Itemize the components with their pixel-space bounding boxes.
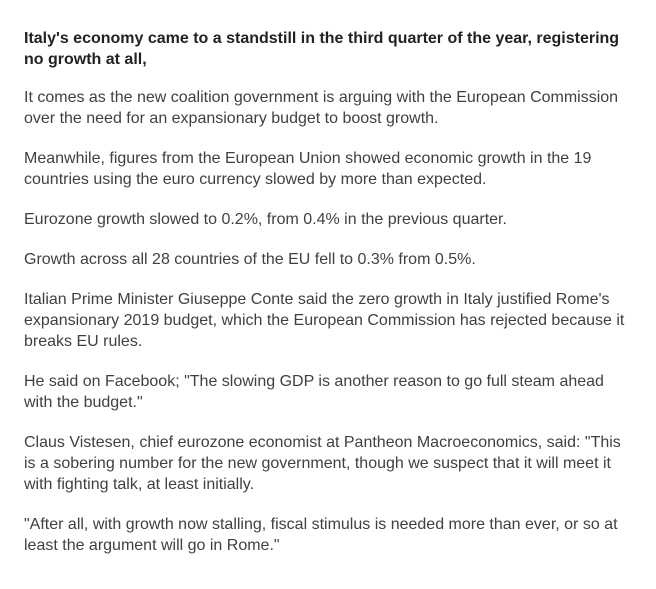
article-paragraph: Meanwhile, figures from the European Union showed economic growth in the 19 countries using the euro currency slowed by more than expected.	[24, 150, 592, 188]
article-paragraph: It comes as the new coalition government is arguing with the European Commission over the need for an expansionary budget to boost growth.	[24, 89, 619, 127]
article-paragraph: Eurozone growth slowed to 0.2%, from 0.4% in the previous quarter.	[24, 211, 507, 228]
article-paragraph: He said on Facebook; "The slowing GDP is another reason to go full steam ahead with the budget."	[24, 373, 604, 411]
article-headline: Italy's economy came to a standstill in the third quarter of the year, registering no growth at all,	[24, 30, 620, 68]
article-body	[24, 28, 636, 575]
article-paragraph: Italian Prime Minister Giuseppe Conte said the zero growth in Italy justified Rome's expansionary 2019 budget, which the European Commission has rejected because it breaks EU rules.	[24, 291, 625, 350]
article-paragraph: Growth across all 28 countries of the EU fell to 0.3% from 0.5%.	[24, 251, 476, 268]
article-paragraph: "After all, with growth now stalling, fiscal stimulus is needed more than ever, or so at least the argument will go in Rome."	[24, 516, 618, 554]
article-paragraph: Claus Vistesen, chief eurozone economist at Pantheon Macroeconomics, said: "This is a sobering number for the new government, though we suspect that it will meet it with fighting talk, at least initially.	[24, 434, 621, 493]
